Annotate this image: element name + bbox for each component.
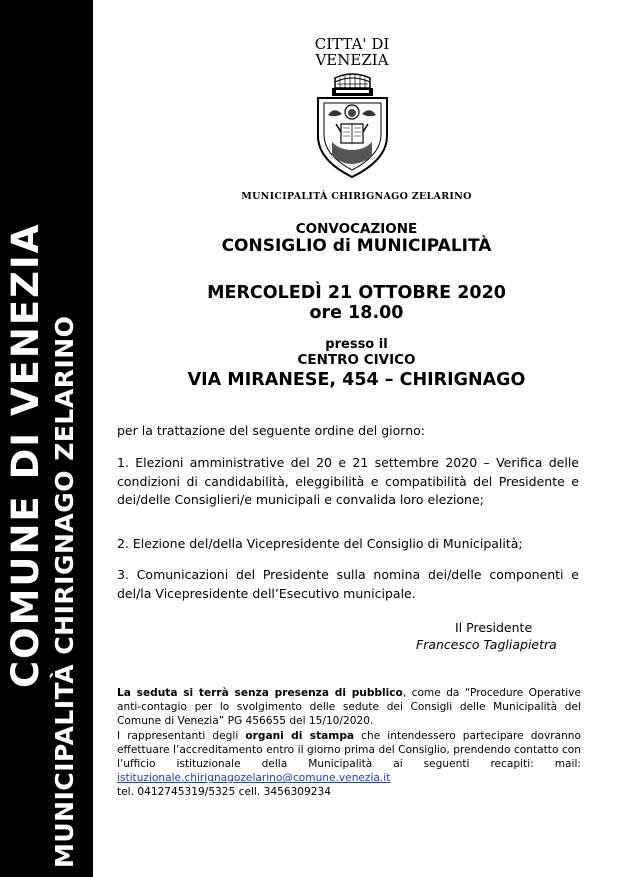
meeting-time: ore 18.00 [309,303,404,323]
venue-preposition: presso il [325,337,388,352]
signature-name: Francesco Tagliapietra [416,637,557,652]
press-notice-bold: organi di stampa [245,729,355,742]
agenda-intro: per la trattazione del seguente ordine del giorno: [117,423,425,438]
contact-email-link[interactable]: istituzionale.chirignagozelarino@comune.venezia.it [117,772,391,785]
venue-address: VIA MIRANESE, 454 – CHIRIGNAGO [187,370,526,390]
contact-phone: tel. 0412745319/5325 cell. 3456309234 [117,786,332,799]
press-notice-text-end: che intendessero partecipare dovranno effettuare l’accreditamento entro il giorno prima del Consiglio, prendendo contatto con l’ufficio istituzionale della Municipalità ai seguenti recapiti: mail: [117,729,581,771]
council-heading: CONSIGLIO di MUNICIPALITÀ [221,236,492,256]
public-notice-bold: La seduta si terrà senza presenza di pubblico [117,687,403,699]
convocation-heading: CONVOCAZIONE [295,221,418,237]
logo-text-line1: CITTA' DI [314,35,390,53]
municipality-label: MUNICIPALITÀ CHIRIGNAGO ZELARINO [241,191,472,202]
public-notice-text: , come da “Procedure Operative anti-contagio per lo svolgimento delle sedute dei Consigli delle Municipalità del Comune di Venezia” PG 456655 del 15/10/2020. [117,687,581,728]
venue-name: CENTRO CIVICO [297,352,416,368]
signature-title: Il Presidente [455,620,533,635]
agenda-item: 2. Elezione del/della Vicepresidente del Consiglio di Municipalità; [117,536,523,551]
sidebar-municipality-title: MUNICIPALITÀ CHIRIGNAGO ZELARINO [50,315,79,868]
logo-text-line2: VENEZIA [315,51,389,69]
notes-block [117,686,581,800]
city-logo [310,32,395,182]
agenda-item: 1. Elezioni amministrative del 20 e 21 settembre 2020 – Verifica delle condizioni di candidabilità, eleggibilità e compatibilità del Presidente e dei/delle Consiglieri/e municipali e convalida loro elezione; [117,455,579,507]
agenda-item: 3. Comunicazioni del Presidente sulla nomina dei/delle componenti e del/la Vicepresidente dell’Esecutivo municipale. [117,567,579,601]
meeting-date: MERCOLEDÌ 21 OTTOBRE 2020 [207,283,506,303]
press-notice-text-start: I rappresentanti degli [117,729,246,742]
sidebar-comune-title: COMUNE DI VENEZIA [4,222,47,688]
sidebar-banner [0,0,93,877]
ducal-crown-icon [332,74,373,96]
